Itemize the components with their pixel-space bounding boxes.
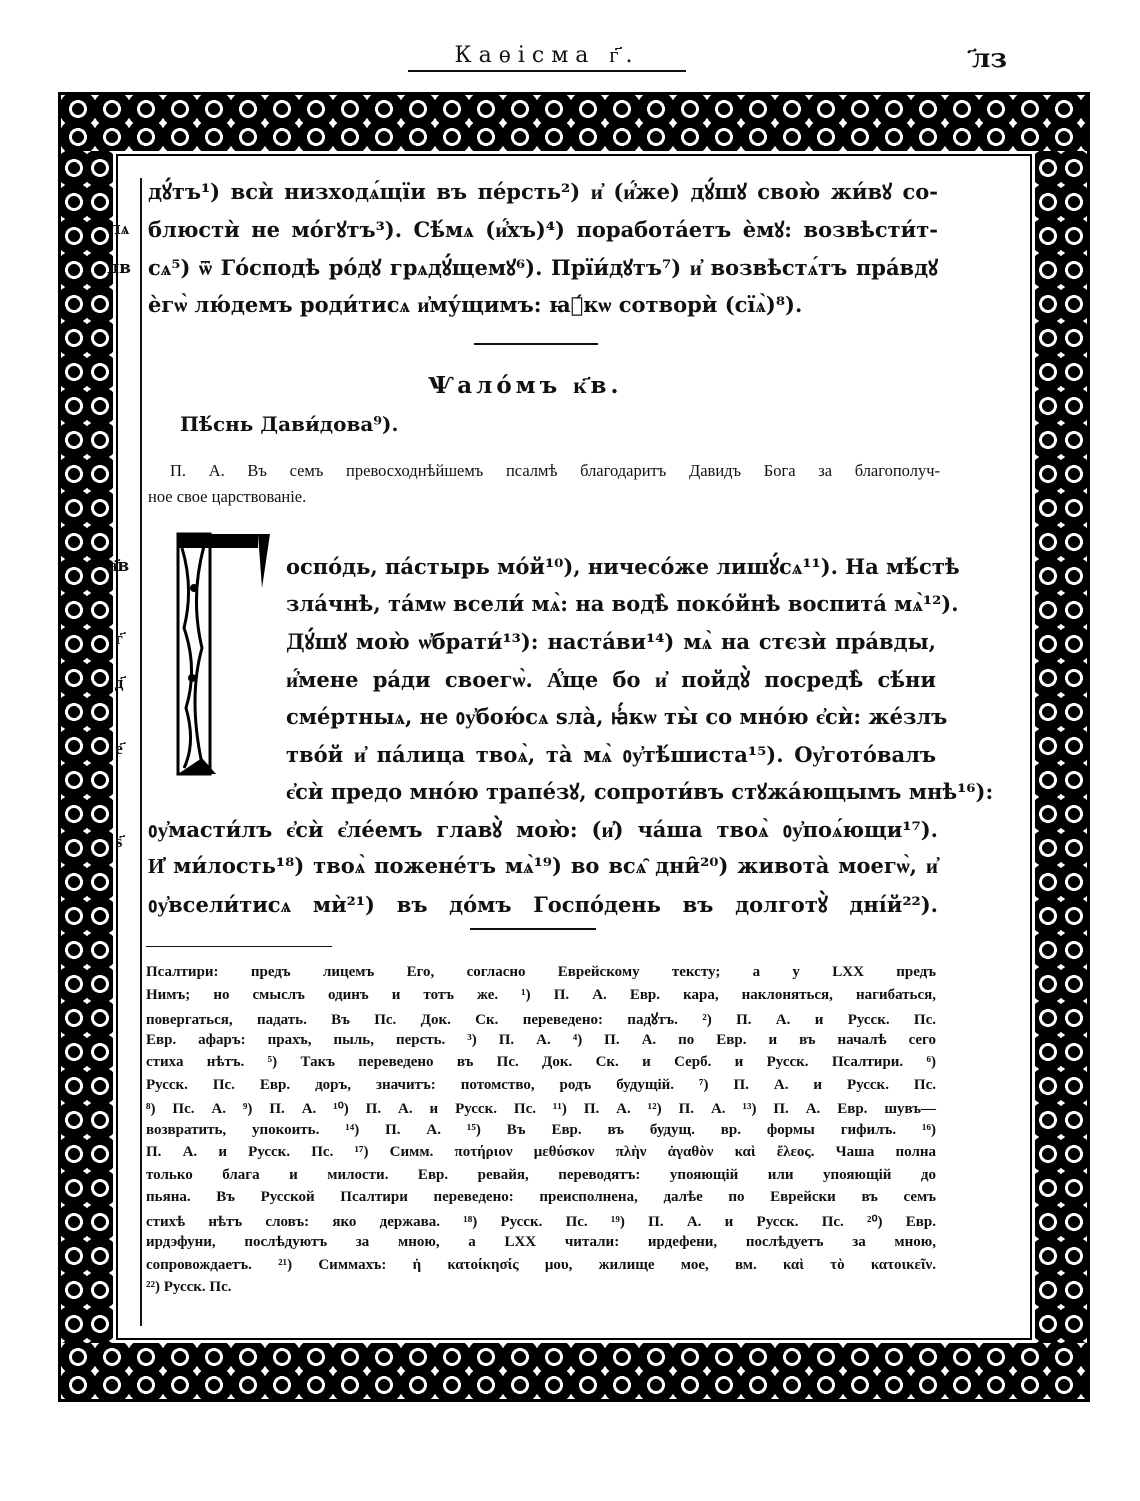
summary-line: ное свое царствованіе. bbox=[148, 487, 307, 506]
text-line: дꙋ́тъ¹) всѝ низходѧ́щїи въ пе́рсть²) и҆ (и҆́же) дꙋ́шꙋ свою̀ жи́вꙋ со- bbox=[148, 179, 938, 204]
verse-number-n5: д҃ bbox=[114, 673, 124, 693]
verse-number-n3: а҃в bbox=[108, 556, 130, 576]
psalm-line: и҆́мене ра́ди своегѡ̀. А҆́ще бо и҆ пойдꙋ̀ посредѣ̀ сѣ́ни bbox=[286, 666, 936, 692]
footnote-line: ⁸) Пс. А. ⁹) П. А. ¹⁰) П. А. и Русск. Пс. ¹¹) П. А. ¹²) П. А. ¹³) П. А. Евр. шувъ— bbox=[146, 1101, 936, 1117]
verse-number-n6: е҃ bbox=[115, 739, 123, 759]
footnote-line: только блага и милости. Евр. ревайя, переводятъ: упояющій или упояющій до bbox=[146, 1166, 936, 1183]
psalm-line: оспо́дь, па́стырь мо́й¹⁰), ничесо́же лишꙋ́сѧ¹¹). На мѣ́стѣ bbox=[286, 554, 960, 579]
psalm-title: Ѱало́мъ к҃в. bbox=[428, 372, 623, 399]
running-title-rule bbox=[408, 70, 686, 72]
psalm-line: зла́чнѣ, та́мѡ всели́ мѧ̀: на водѣ̀ поко́йнѣ воспита́ мѧ̀¹²). bbox=[286, 590, 959, 616]
footnote-line: Евр. афаръ: прахъ, пыль, персть. ³) П. А. ⁴) П. А. по Евр. и въ началѣ сего bbox=[146, 1031, 936, 1048]
frame-bottom-ornament bbox=[61, 1343, 1087, 1399]
psalm-line: Дꙋ́шꙋ мою̀ ѡ҆брати́¹³): наста́ви¹⁴) мѧ̀ на стєзѝ пра́вды, bbox=[286, 629, 936, 654]
footnote-line: П. А. и Русск. Пс. ¹⁷) Симм. ποτήριον μεθύσκον πλὴν ἀγαθὸν καὶ ἔλεος. Чаша полна bbox=[146, 1144, 936, 1160]
page-number: ҃лз bbox=[972, 44, 1007, 74]
separator-rule bbox=[474, 343, 598, 345]
footnote-rule bbox=[146, 946, 332, 947]
text-line: блюстѝ не мо́гꙋтъ³). Сѣ́мѧ (и҆́хъ)⁴) поработа́етъ ѐмꙋ: возвѣсти́т- bbox=[148, 217, 938, 242]
text-line: ѐгѡ̀ лю́демъ роди́тисѧ и҆му́щимъ: ꙗ҆́кѡ сотворѝ (сїѧ̀)⁸). bbox=[148, 292, 803, 317]
psalm-subtitle: Пѣ́снь Дави́дова⁹). bbox=[180, 412, 399, 436]
footnote-line: Псалтири: предъ лицемъ Его, согласно Еврейскому тексту; а у LXX предъ bbox=[146, 964, 936, 980]
footnote-line: пьяна. Въ Русской Псалтири переведено: преисполнена, далѣе по Еврейски въ семъ bbox=[146, 1189, 936, 1205]
footnote-line: стиха нѣтъ. ⁵) Такъ переведено въ Пс. Док. Ск. и Серб. и Русск. Псалтири. ⁶) bbox=[146, 1054, 936, 1070]
verse-number-n1: лѧ bbox=[108, 219, 130, 239]
psalm-line: сме́ртныѧ, не ᲂу҆бою́сѧ ѕла̀, ꙗ҆́кѡ ты̀ со мно́ю є҆сѝ: же́злъ bbox=[286, 704, 948, 729]
margin-rule bbox=[140, 178, 142, 1326]
summary-line: П. А. Въ семъ превосходнѣйшемъ псалмѣ благодаритъ Давидъ Бога за благополуч- bbox=[170, 461, 940, 480]
footnote-line: сопровождаетъ. ²¹) Симмахъ: ἡ κατοίκησίς μου, жилище мое, вм. καὶ τὸ κατοικεῖν. bbox=[146, 1256, 936, 1273]
text-line: сѧ⁵) ѿ Го́сподѣ ро́дꙋ грѧдꙋ́щемꙋ⁶). Прїи́дꙋтъ⁷) и҆ возвѣстѧ́тъ пра́вдꙋ bbox=[148, 255, 938, 280]
footnote-line: Русск. Пс. Евр. доръ, значитъ: потомство, родъ будущій. ⁷) П. А. и Русск. Пс. bbox=[146, 1076, 936, 1093]
frame-right-ornament bbox=[1035, 151, 1087, 1343]
decorated-initial-letter bbox=[172, 528, 272, 786]
psalm-line: ᲂу҆масти́лъ є҆сѝ є҆ле́емъ главꙋ̀ мою̀: (и҆) ча́ша твоѧ̀ ᲂу҆поѧ́ющи¹⁷). bbox=[148, 816, 938, 842]
psalm-line: ᲂу҆всели́тисѧ мѝ²¹) въ до́мъ Госпо́день въ долготꙋ̀ дні́й²²). bbox=[148, 891, 938, 917]
psalm-line: тво́й и҆ па́лица твоѧ̀, та̀ мѧ̀ ᲂу҆тѣ́шиста¹⁵). Оу҆гото́валъ bbox=[286, 741, 936, 767]
footnote-line: повергаться, падать. Въ Пс. Док. Ск. переведено: падꙋтъ. ²) П. А. и Русск. Пс. bbox=[146, 1012, 936, 1028]
separator-rule bbox=[470, 928, 596, 930]
footnote-line: ирдэфуни, послѣдуютъ за мною, а LXX читали: ирдефени, послѣдуетъ за мною, bbox=[146, 1234, 936, 1250]
verse-number-n2: лв bbox=[107, 258, 131, 278]
footnote-line: стихѣ нѣтъ словъ: яко держава. ¹⁸) Русск. Пс. ¹⁹) П. А. и Русск. Пс. ²⁰) Евр. bbox=[146, 1213, 936, 1230]
verse-number-n7: ѕ҃ bbox=[115, 832, 123, 852]
running-title: Каѳісма г҃. bbox=[454, 43, 640, 68]
footnote-line: возвратить, упокоить. ¹⁴) П. А. ¹⁵) Въ Евр. въ будущ. вр. формы гифилъ. ¹⁶) bbox=[146, 1121, 936, 1138]
frame-top-ornament bbox=[61, 95, 1087, 151]
footnote-line: Нимъ; но смыслъ одинъ и тотъ же. ¹) П. А. Евр. кара, наклоняться, нагибаться, bbox=[146, 986, 936, 1003]
psalm-line: И҆ ми́лость¹⁸) твоѧ̀ пожене́тъ мѧ̀¹⁹) во всѧ̑ дни̑²⁰) живота̀ моегѡ̀, и҆ bbox=[148, 853, 938, 878]
verse-number-n4: г҃ bbox=[115, 629, 123, 649]
footnote-line: ²²) Русск. Пс. bbox=[146, 1279, 232, 1295]
psalm-line: є҆сѝ предо мно́ю трапе́зꙋ, сопроти́въ стꙋжа́ющымъ мнѣ¹⁶): bbox=[286, 779, 994, 804]
